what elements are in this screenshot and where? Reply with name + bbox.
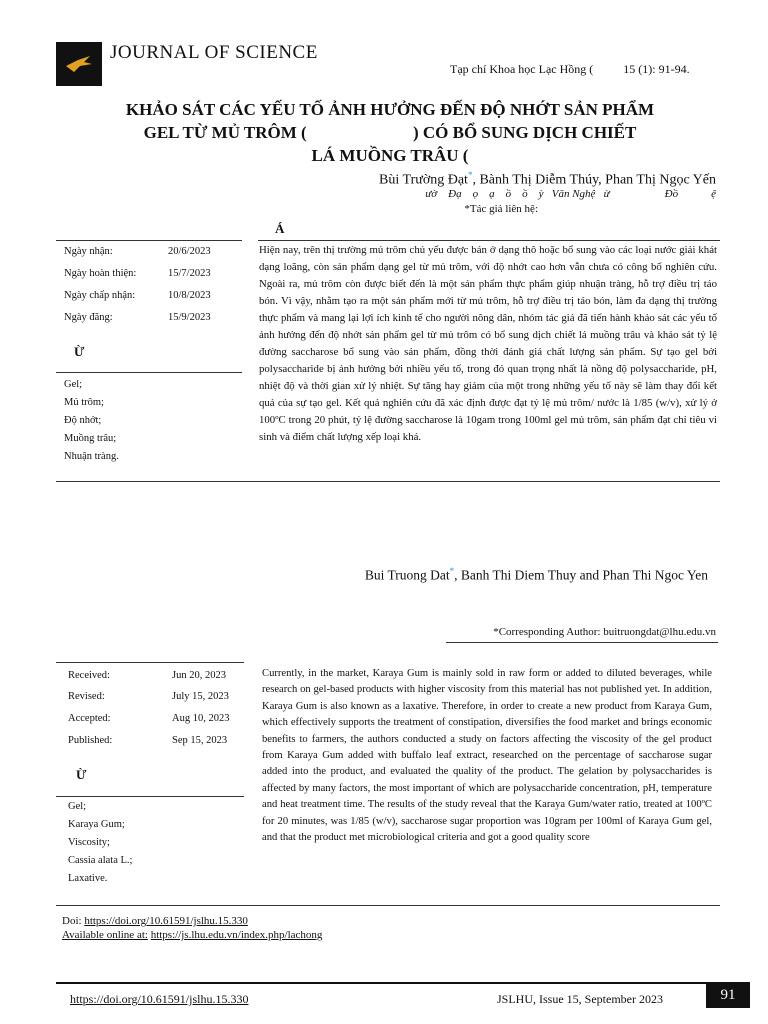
keywords-vn [64,376,119,466]
abstract-heading-vn: Á [275,221,285,236]
doi-link[interactable]: https://doi.org/10.61591/jslhu.15.330 [84,915,248,927]
available-label: Available online at: [62,929,148,941]
author-first: Bùi Trường Đạt [379,172,468,188]
keyword: Muồng trâu; [64,433,117,444]
info-row: Published: Sep 15, 2023 [68,735,228,746]
divider [56,240,242,241]
corresponding-star: * [449,566,455,576]
corresponding-author-vn: *Tác giả liên hệ: [464,203,538,215]
doi-block [62,914,322,942]
paper-title-vn [50,98,730,167]
keyword: Nhuận tràng. [64,451,119,462]
footer-issue: JSLHU, Issue 15, September 2023 [497,992,663,1006]
keyword: Karaya Gum; [68,819,125,830]
journal-title: JOURNAL OF SCIENCE [110,42,318,63]
divider [446,642,718,643]
available-link[interactable]: https://js.lhu.edu.vn/index.php/lachong [150,929,323,941]
article-info-en [60,670,246,770]
info-row: Ngày đăng: 15/9/2023 [64,312,211,323]
authors-rest: , Banh Thi Diem Thuy and Phan Thi Ngoc Yen [454,567,708,583]
abstract-en: Currently, in the market, Karaya Gum is mainly sold in raw form or added to diluted beverages, while research on gel-based products with higher viscosity from this material has not published yet. In addition, Karaya Gum is also known as a laxative. Therefore, in order to create a new product from Karaya Gum, which effectively supports the treatment of constipation, diversifies the food market and brings economic benefits to farmers, the authors conducted a study on factors affecting the viscosity of the gel product from Karaya Gum added with buffalo leaf extract, researched on the percentage of saccharose sugar added into the product, and evaluated the quality of the product. The gelation by polysaccharides is affected by many factors, the most important of which are polysaccharide concentration, pH, temperature and heat treatment time. The results of the study reveal that the Karaya Gum/water ratio, treated at 100ºC for 20 minutes, was 1/85 (w/v), saccharose sugar proportion was 10gram per 100ml of Karaya Gum gel, and that the product met microbiological criteria and got a good quality score [262,668,712,844]
title-line-2: GEL TỪ MỦ TRÔM ( ) CÓ BỔ SUNG DỊCH CHIẾT [143,123,637,142]
keyword: Cassia alata L.; [68,855,133,866]
bird-logo-icon [56,42,102,86]
authors-rest: , Bành Thị Diễm Thúy, Phan Thị Ngọc Yến [472,172,716,188]
title-line-1: KHẢO SÁT CÁC YẾU TỐ ẢNH HƯỞNG ĐẾN ĐỘ NHỚT SẢN PHẨM [125,100,655,119]
corresponding-author-en: *Corresponding Author: buitruongdat@lhu.edu.vn [493,626,716,638]
info-row: Ngày hoàn thiện: 15/7/2023 [64,268,211,279]
keyword: Laxative. [68,873,108,884]
keyword: Gel; [64,379,83,390]
divider [56,662,244,663]
authors-vn [379,170,716,189]
info-row: Received: Jun 20, 2023 [68,670,226,681]
keyword: Viscosity; [68,837,110,848]
doi-label: Doi: [62,915,82,927]
affiliation-vn: ườ Đạ ọ ạ ồ ồ ỳ Văn Nghệ ừ Đồ ệ [425,188,716,200]
divider [56,481,720,482]
info-row: Ngày chấp nhận: 10/8/2023 [64,290,211,301]
info-row: Revised: July 15, 2023 [68,691,229,702]
info-row: Accepted: Aug 10, 2023 [68,713,230,724]
keywords-heading-en: Ừ [76,767,87,782]
corresponding-star: * [467,170,473,180]
divider [56,905,720,906]
authors-en [365,566,708,584]
divider [56,796,244,797]
journal-logo [56,42,102,86]
keyword: Gel; [68,801,87,812]
footer-rule [56,982,706,984]
author-first: Bui Truong Dat [364,567,450,583]
footer-doi-link[interactable]: https://doi.org/10.61591/jslhu.15.330 [70,992,249,1006]
keyword: Độ nhớt; [64,415,102,426]
page-number: 91 [706,982,750,1008]
keywords-en [68,798,132,888]
title-line-3: LÁ MUỒNG TRÂU ( [311,146,469,165]
divider [56,372,242,373]
info-row: Ngày nhận: 20/6/2023 [64,246,211,257]
divider [258,240,720,241]
keyword: Mủ trôm; [64,397,104,408]
journal-citation: Tạp chí Khoa học Lạc Hồng ( 15 (1): 91-94. [450,62,690,76]
abstract-vn: Hiện nay, trên thị trường mủ trôm chủ yếu được bán ở dạng thô hoặc bổ sung vào các loại nước giải khát dạng loãng, còn sản phẩm dạng gel từ mủ trôm, với độ nhớt cao hơn vẫn chưa có công bố nghiên cứu. Ngoài ra, mủ trôm còn được biết đến là một sản phẩm thực phẩm giúp nhuận tràng, hỗ trợ điều trị táo bón. Vì vậy, nhằm tạo ra một sản phẩm mới từ mủ trôm, hỗ trợ điều trị táo bón, làm đa dạng thị trường thực phẩm và mang lại lợi ích kinh tế cho người nông dân, nhóm tác giả đã tiến hành khảo sát các yếu tố ảnh hưởng đến độ nhớt sản phẩm gel từ mủ trôm có bổ sung dịch chiết lá muồng trâu và khảo sát tỷ lệ đường saccharose bổ sung vào sản phẩm, đồng thời đánh giá chất lượng sản phẩm. Sự tạo gel bởi polysaccharide bị ảnh hưởng bởi nhiều yếu tố, trong đó quan trọng nhất là nồng độ polysaccharide, pH, nhiệt độ và thời gian xử lý nhiệt. Sự tăng hay giảm của một trong những yếu tố này sẽ làm thay đổi kết quả của sự tạo gel. Kết quả nghiên cứu đã xác định được đạt tỷ lệ mủ trôm/ nước là 1/85 (w/v), xử lý ở 100ºC trong 20 phút, tỷ lệ đường saccharose là 10gam trong 100ml gel mủ trôm, sản phẩm đạt chỉ tiêu vi sinh và điểm chất lượng xếp loại khá. [259,244,717,443]
keywords-heading-vn: Ừ [74,344,85,359]
